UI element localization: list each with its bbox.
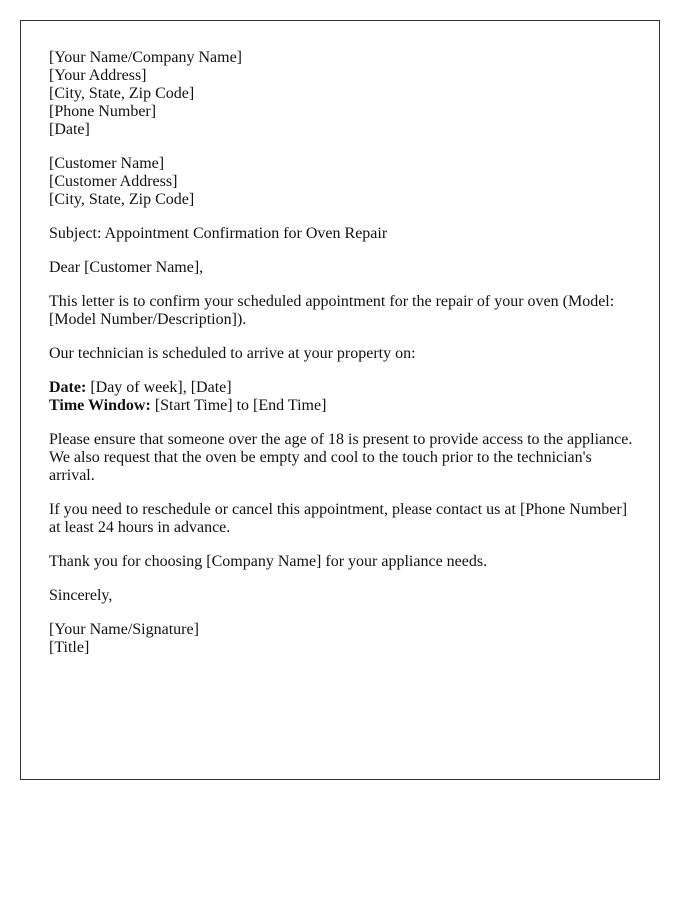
date-value: [Day of week], [Date] <box>86 379 232 396</box>
access-line-3: arrival. <box>49 467 95 484</box>
time-window-label: Time Window: <box>49 397 151 414</box>
sender-name: [Your Name/Company Name] <box>49 49 243 66</box>
date-label: Date: <box>49 379 87 396</box>
sender-block <box>49 49 639 139</box>
sender-phone: [Phone Number] <box>49 103 157 120</box>
recipient-city-state-zip: [City, State, Zip Code] <box>49 191 195 208</box>
sender-city-state-zip: [City, State, Zip Code] <box>49 85 195 102</box>
intro-line-2: [Model Number/Description]). <box>49 311 247 328</box>
intro-paragraph <box>49 293 639 329</box>
salutation: Dear [Customer Name], <box>49 259 204 276</box>
reschedule-paragraph <box>49 501 639 537</box>
reschedule-line-2: at least 24 hours in advance. <box>49 519 231 536</box>
reschedule-line-1: If you need to reschedule or cancel this appointment, please contact us at [Phone Number] <box>49 501 628 518</box>
recipient-name: [Customer Name] <box>49 155 165 172</box>
appointment-date-row <box>49 379 639 397</box>
signature-block <box>49 621 639 657</box>
recipient-block <box>49 155 639 209</box>
schedule-intro: Our technician is scheduled to arrive at your property on: <box>49 345 416 362</box>
letter-date: [Date] <box>49 121 90 138</box>
access-line-1: Please ensure that someone over the age of 18 is present to provide access to the appliance. <box>49 431 633 448</box>
appointment-details <box>49 379 639 415</box>
letter-content <box>49 49 639 673</box>
appointment-time-row <box>49 397 639 415</box>
access-paragraph <box>49 431 639 485</box>
time-window-value: [Start Time] to [End Time] <box>150 397 327 414</box>
thanks-paragraph: Thank you for choosing [Company Name] for your appliance needs. <box>49 553 488 570</box>
signature-name: [Your Name/Signature] <box>49 621 199 638</box>
letter-page <box>20 20 660 780</box>
access-line-2: We also request that the oven be empty and cool to the touch prior to the technician's <box>49 449 592 466</box>
signature-title: [Title] <box>49 639 90 656</box>
recipient-address: [Customer Address] <box>49 173 178 190</box>
sender-address: [Your Address] <box>49 67 147 84</box>
closing: Sincerely, <box>49 587 113 604</box>
intro-line-1: This letter is to confirm your scheduled appointment for the repair of your oven (Model: <box>49 293 615 310</box>
subject-line: Subject: Appointment Confirmation for Oven Repair <box>49 225 388 242</box>
